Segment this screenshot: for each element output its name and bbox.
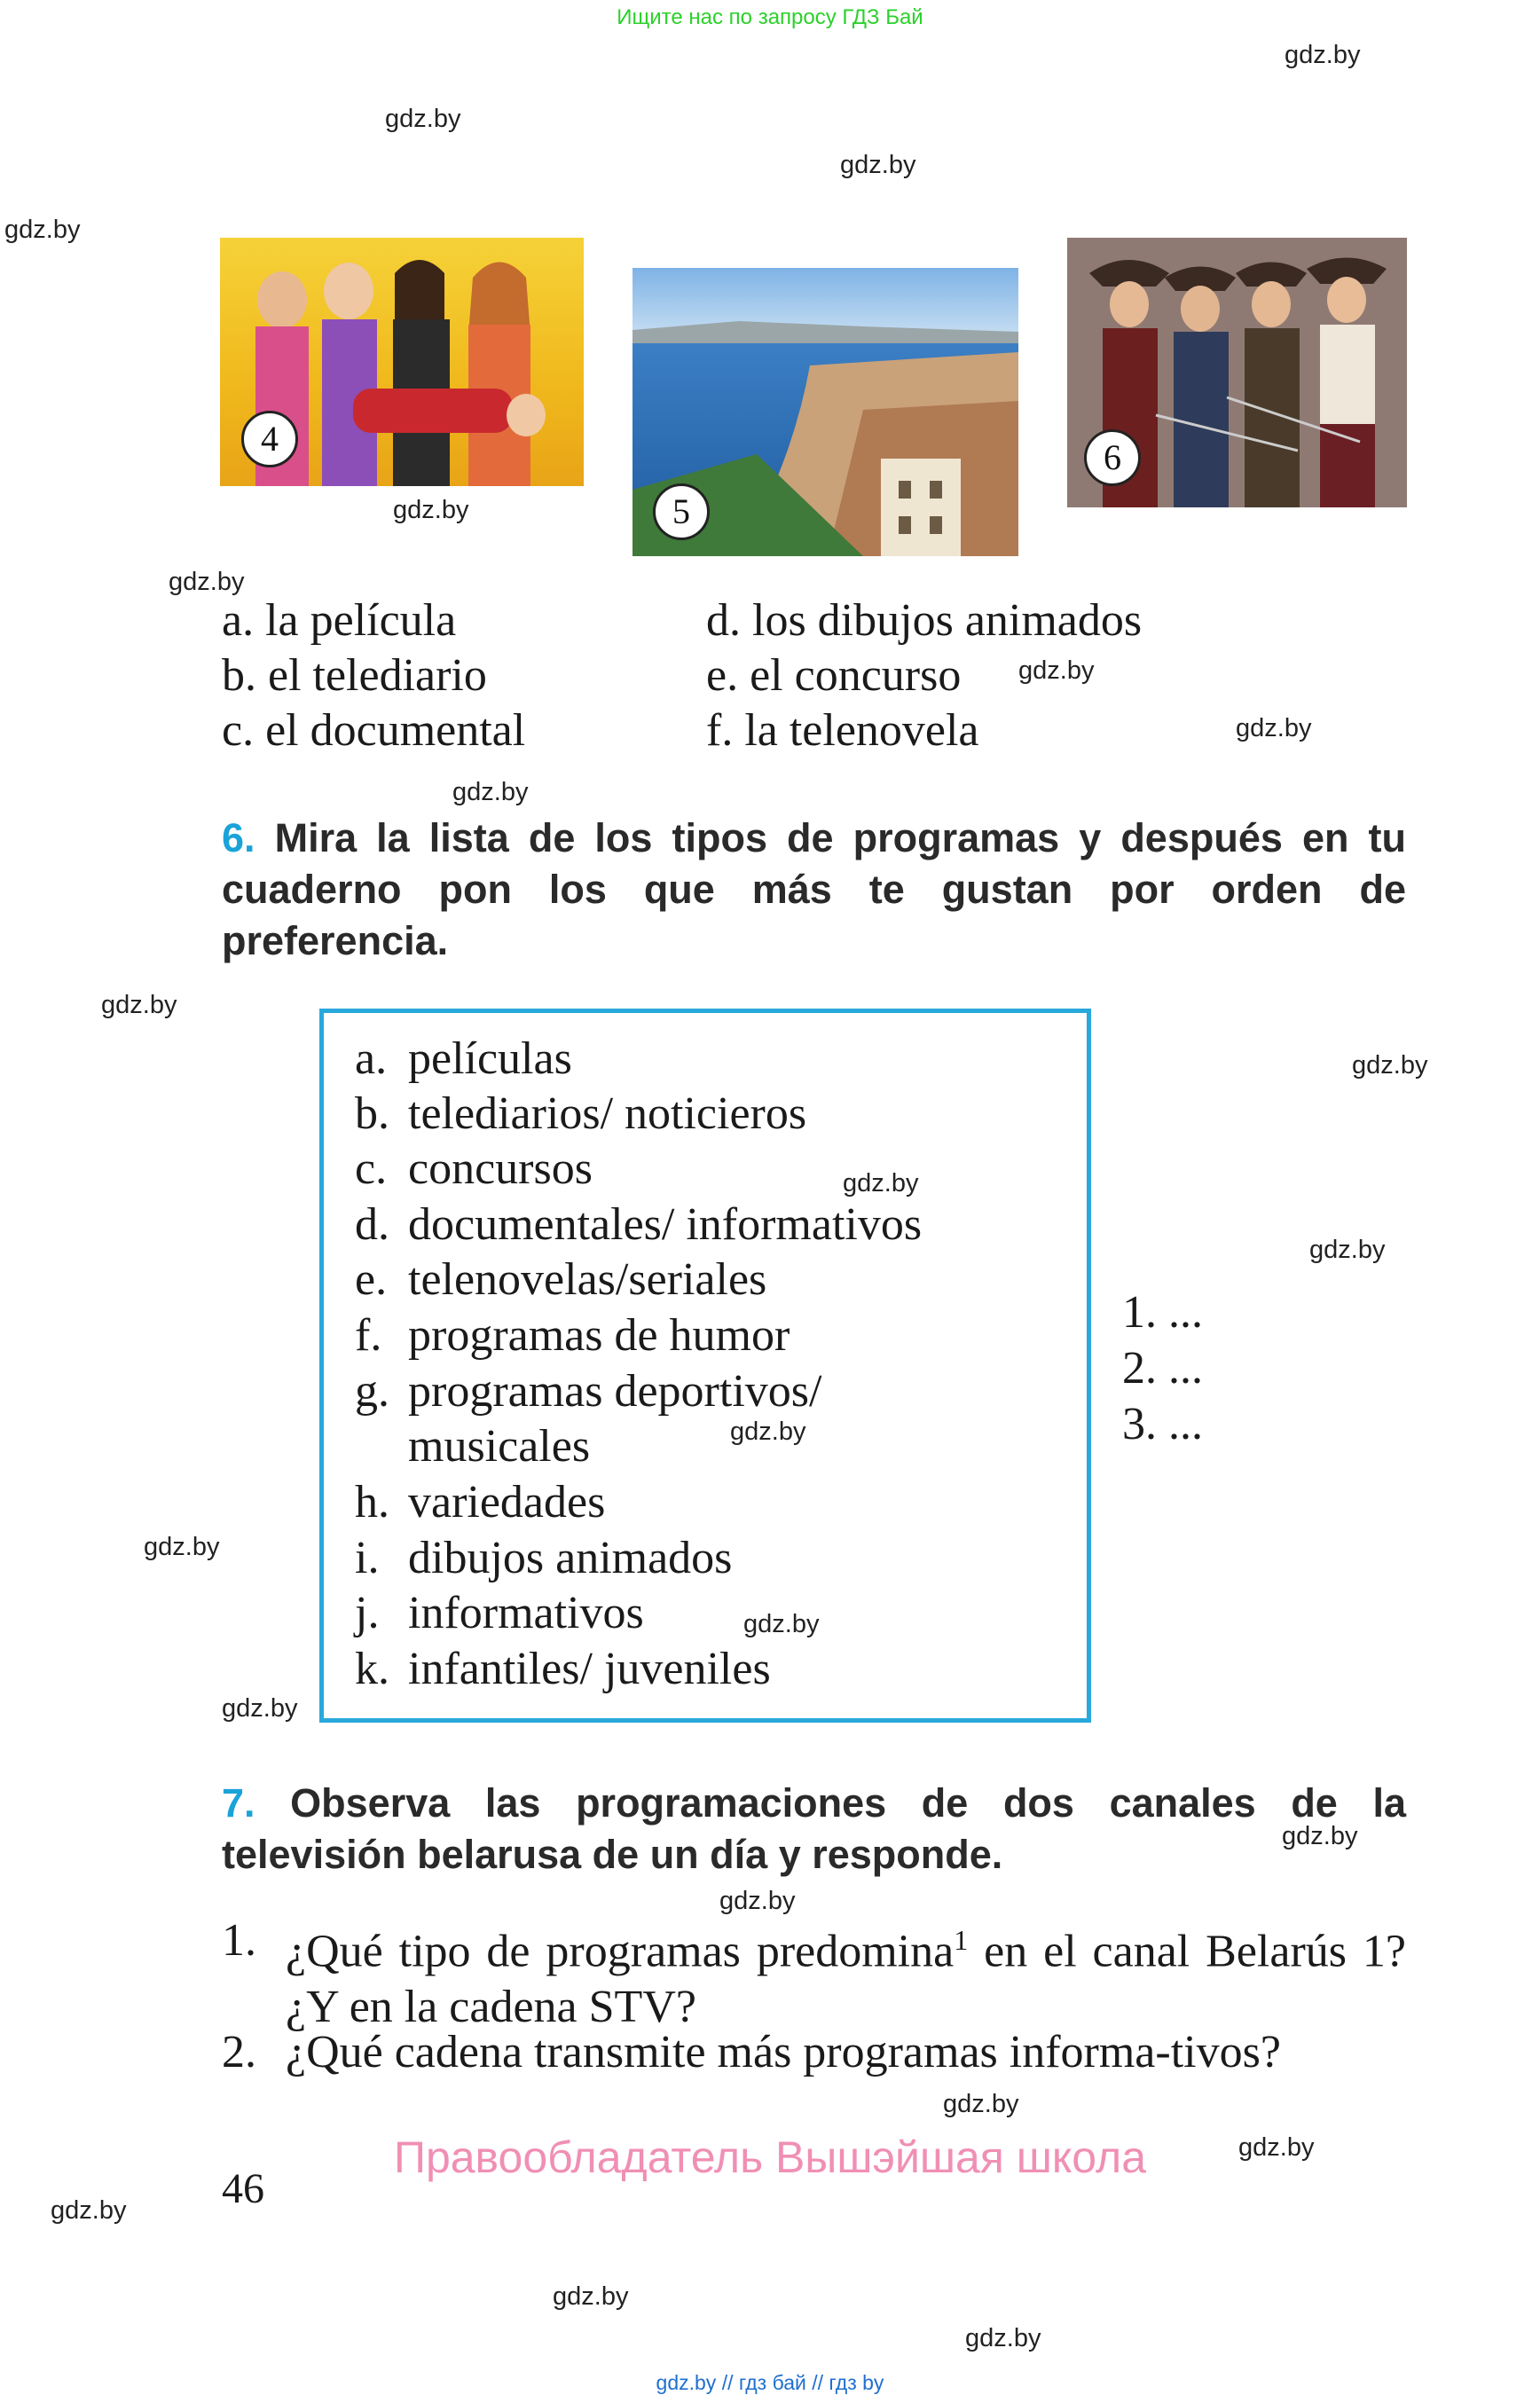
- watermark: gdz.by: [1309, 1236, 1386, 1264]
- watermark: gdz.by: [730, 1417, 806, 1446]
- list-item: b. telediarios/ noticieros: [355, 1088, 807, 1139]
- watermark: gdz.by: [393, 496, 469, 524]
- watermark: gdz.by: [1238, 2133, 1315, 2162]
- task-7-text: Observa las programaciones de dos canales de la televisión belarusa de un día y responde.: [222, 1780, 1406, 1877]
- list-item: a. películas: [355, 1033, 572, 1084]
- question-1: 1. ¿Qué tipo de programas predomina$^1$ en el canal Belarús 1? ¿Y en la cadena STV?: [222, 1915, 1406, 2033]
- watermark: gdz.by: [553, 2282, 629, 2311]
- photo-badge-4: 4: [241, 411, 298, 467]
- watermark: gdz.by: [452, 778, 529, 806]
- list-item: k. infantiles/ juveniles: [355, 1644, 771, 1694]
- watermark: gdz.by: [719, 1887, 796, 1915]
- ranking-item: 1. ...: [1122, 1287, 1203, 1338]
- list-item: f. programas de humor: [355, 1310, 790, 1361]
- list-item: musicales: [408, 1421, 591, 1472]
- program-type-a: a. la película: [222, 595, 457, 646]
- footer-banner: gdz.by // гдз бай // гдз by: [656, 2371, 884, 2394]
- watermark: gdz.by: [743, 1610, 820, 1638]
- program-type-b: b. el telediario: [222, 650, 487, 701]
- program-type-e: e. el concurso: [706, 650, 962, 701]
- watermark: gdz.by: [51, 2196, 127, 2225]
- watermark: gdz.by: [1018, 656, 1095, 685]
- header-banner: Ищите нас по запросу ГДЗ Бай: [617, 5, 923, 29]
- ranking-item: 2. ...: [1122, 1343, 1203, 1394]
- watermark: gdz.by: [1236, 714, 1312, 742]
- list-item: d. documentales/ informativos: [355, 1199, 923, 1250]
- watermark: gdz.by: [101, 991, 177, 1019]
- task-6-text: Mira la lista de los tipos de programas y después en tu cuaderno pon los que más te gustan por orden de preferencia.: [222, 815, 1406, 963]
- watermark: gdz.by: [385, 105, 461, 133]
- watermark: gdz.by: [965, 2324, 1041, 2352]
- photo-badge-5: 5: [653, 483, 710, 540]
- task-7-number: 7.: [222, 1780, 255, 1826]
- ranking-item: 3. ...: [1122, 1399, 1203, 1449]
- list-item: i. dibujos animados: [355, 1533, 733, 1583]
- task-6-instruction: [222, 813, 1406, 967]
- task-6-number: 6.: [222, 815, 255, 860]
- program-type-d: d. los dibujos animados: [706, 595, 1143, 646]
- task-7-instruction: [222, 1778, 1406, 1881]
- list-item: e. telenovelas/seriales: [355, 1254, 767, 1305]
- watermark: gdz.by: [1282, 1822, 1358, 1850]
- question-2: 2. ¿Qué cadena transmite más programas informa-tivos?: [222, 2027, 1281, 2077]
- watermark: gdz.by: [222, 1694, 298, 1723]
- photo-badge-6: 6: [1084, 429, 1141, 486]
- watermark: gdz.by: [4, 216, 81, 244]
- watermark: gdz.by: [144, 1533, 220, 1561]
- list-item: c. concursos: [355, 1143, 593, 1194]
- page-number: 46: [222, 2165, 264, 2212]
- watermark: gdz.by: [1285, 41, 1361, 69]
- list-item: g. programas deportivos/: [355, 1366, 822, 1417]
- list-item: j. informativos: [355, 1588, 644, 1638]
- watermark: gdz.by: [843, 1169, 919, 1198]
- copyright-notice: Правообладатель Вышэйшая школа: [394, 2132, 1146, 2182]
- watermark: gdz.by: [169, 568, 245, 596]
- watermark: gdz.by: [1352, 1051, 1428, 1080]
- program-type-c: c. el documental: [222, 705, 526, 756]
- watermark: gdz.by: [840, 151, 916, 179]
- watermark: gdz.by: [943, 2090, 1019, 2118]
- list-item: h. variedades: [355, 1477, 606, 1527]
- program-type-f: f. la telenovela: [706, 705, 979, 756]
